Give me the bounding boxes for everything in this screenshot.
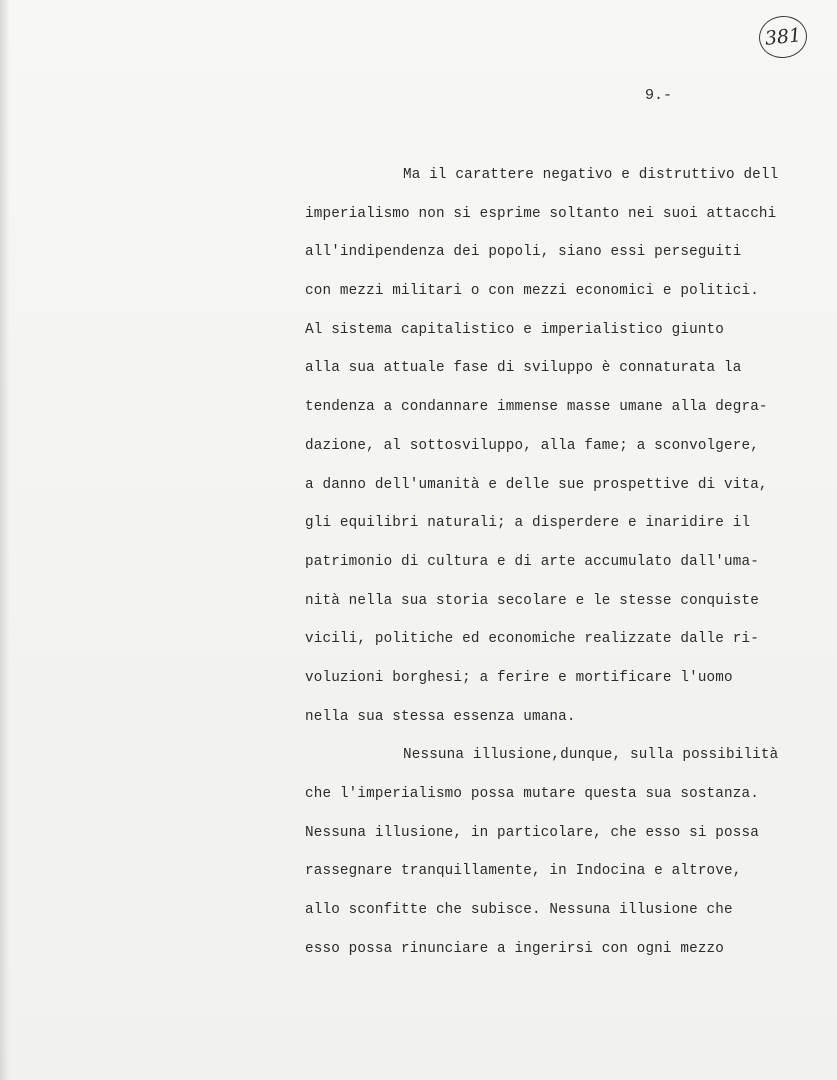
text-line: Al sistema capitalistico e imperialistico giunto: [305, 321, 725, 338]
text-line: Nessuna illusione,dunque, sulla possibilità: [403, 747, 779, 764]
text-line: che l'imperialismo possa mutare questa sua sostanza.: [305, 786, 759, 802]
text-line: imperialismo non si esprime soltanto nei suoi attacchi: [305, 205, 777, 222]
text-line: voluzioni borghesi; a ferire e mortificare l'uomo: [305, 669, 733, 686]
archive-page-stamp: [757, 14, 809, 61]
text-line: rassegnare tranquillamente, in Indocina e altrove,: [305, 863, 742, 880]
text-line: esso possa rinunciare a ingerirsi con ogni mezzo: [305, 940, 725, 957]
text-line: nità nella sua storia secolare e le stesse conquiste: [305, 592, 759, 609]
text-line: nella sua stessa essenza umana.: [305, 708, 576, 725]
text-line: vicili, politiche ed economiche realizzate dalle ri-: [305, 631, 759, 648]
body-text: [305, 164, 837, 984]
text-line: allo sconfitte che subisce. Nessuna illusione che: [305, 902, 733, 919]
text-line: patrimonio di cultura e di arte accumulato dall'uma-: [305, 553, 759, 570]
text-line: dazione, al sottosviluppo, alla fame; a sconvolgere,: [305, 437, 759, 454]
text-line: all'indipendenza dei popoli, siano essi perseguiti: [305, 244, 742, 261]
text-line: con mezzi militari o con mezzi economici e politici.: [305, 283, 759, 300]
text-line: tendenza a condannare immense masse umane alla degra-: [305, 399, 768, 416]
text-line: alla sua attuale fase di sviluppo è connaturata la: [305, 360, 742, 377]
page-number: 9.-: [645, 87, 673, 104]
text-line: Nessuna illusione, in particolare, che esso si possa: [305, 824, 759, 841]
text-line: gli equilibri naturali; a disperdere e inaridire il: [305, 515, 751, 532]
archive-number-text: 381: [763, 24, 803, 50]
text-line: Ma il carattere negativo e distruttivo dell: [403, 167, 779, 183]
text-line: a danno dell'umanità e delle sue prospettive di vita,: [305, 476, 768, 493]
page-edge-shadow: [0, 0, 10, 1080]
